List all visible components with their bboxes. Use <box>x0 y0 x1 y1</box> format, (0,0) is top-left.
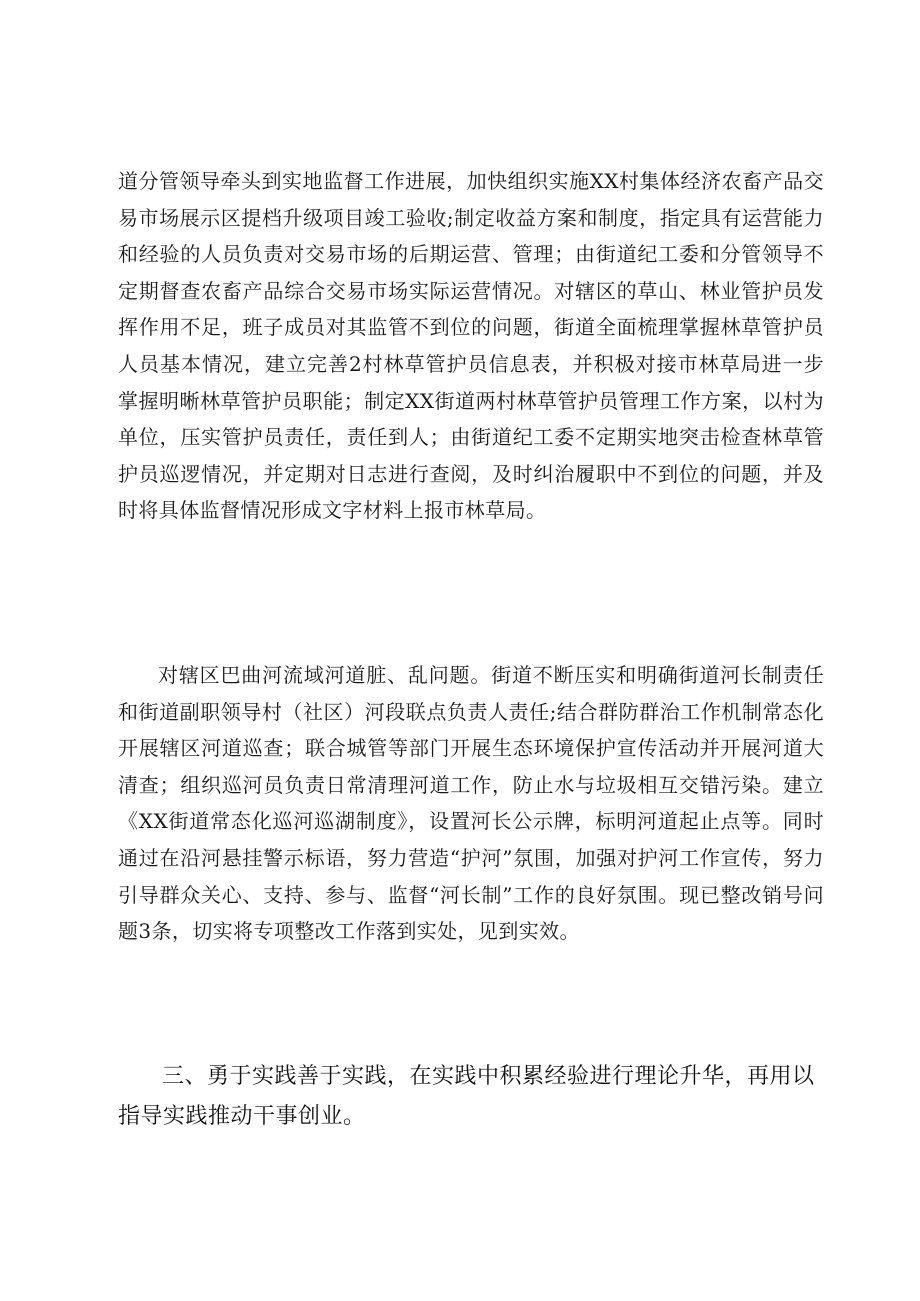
paragraph-continued: 道分管领导牵头到实地监督工作进展，加快组织实施XX村集体经济农畜产品交易市场展示区提档升级项目竣工验收;制定收益方案和制度，指定具有运营能力和经验的人员负责对交易市场的后期运营、管理；由街道纪工委和分管领导不定期督查农畜产品综合交易市场实际运营情况。对辖区的草山、林业管护员发挥作用不足，班子成员对其监管不到位的问题，街道全面梳理掌握林草管护员人员基本情况，建立完善2村林草管护员信息表，并积极对接市林草局进一步掌握明晰林草管护员职能；制定XX街道两村林草管护员管理工作方案，以村为单位，压实管护员责任，责任到人；由街道纪工委不定期实地突击检查林草管护员巡逻情况，并定期对日志进行查阅，及时纠治履职中不到位的问题，并及时将具体监督情况形成文字材料上报市林草局。 <box>118 169 824 523</box>
section-heading-three: 三、勇于实践善于实践，在实践中积累经验进行理论升华，再用以指导实践推动干事创业。 <box>118 1064 815 1129</box>
paragraph-river-rectification: 对辖区巴曲河流域河道脏、乱问题。街道不断压实和明确街道河长制责任和街道副职领导村（社区）河段联点负责人责任;结合群防群治工作机制常态化开展辖区河道巡查；联合城管等部门开展生态环境保护宣传活动并开展河道大清查；组织巡河员负责日常清理河道工作，防止水与垃圾相互交错污染。建立《XX街道常态化巡河巡湖制度》，设置河长公示牌，标明河道起止点等。同时通过在沿河悬挂警示标语，努力营造“护河”氛围，加强对护河工作宣传，努力引导群众关心、支持、参与、监督“河长制”工作的良好氛围。现已整改销号问题3条，切实将专项整改工作落到实处，见到实效。 <box>118 663 824 944</box>
